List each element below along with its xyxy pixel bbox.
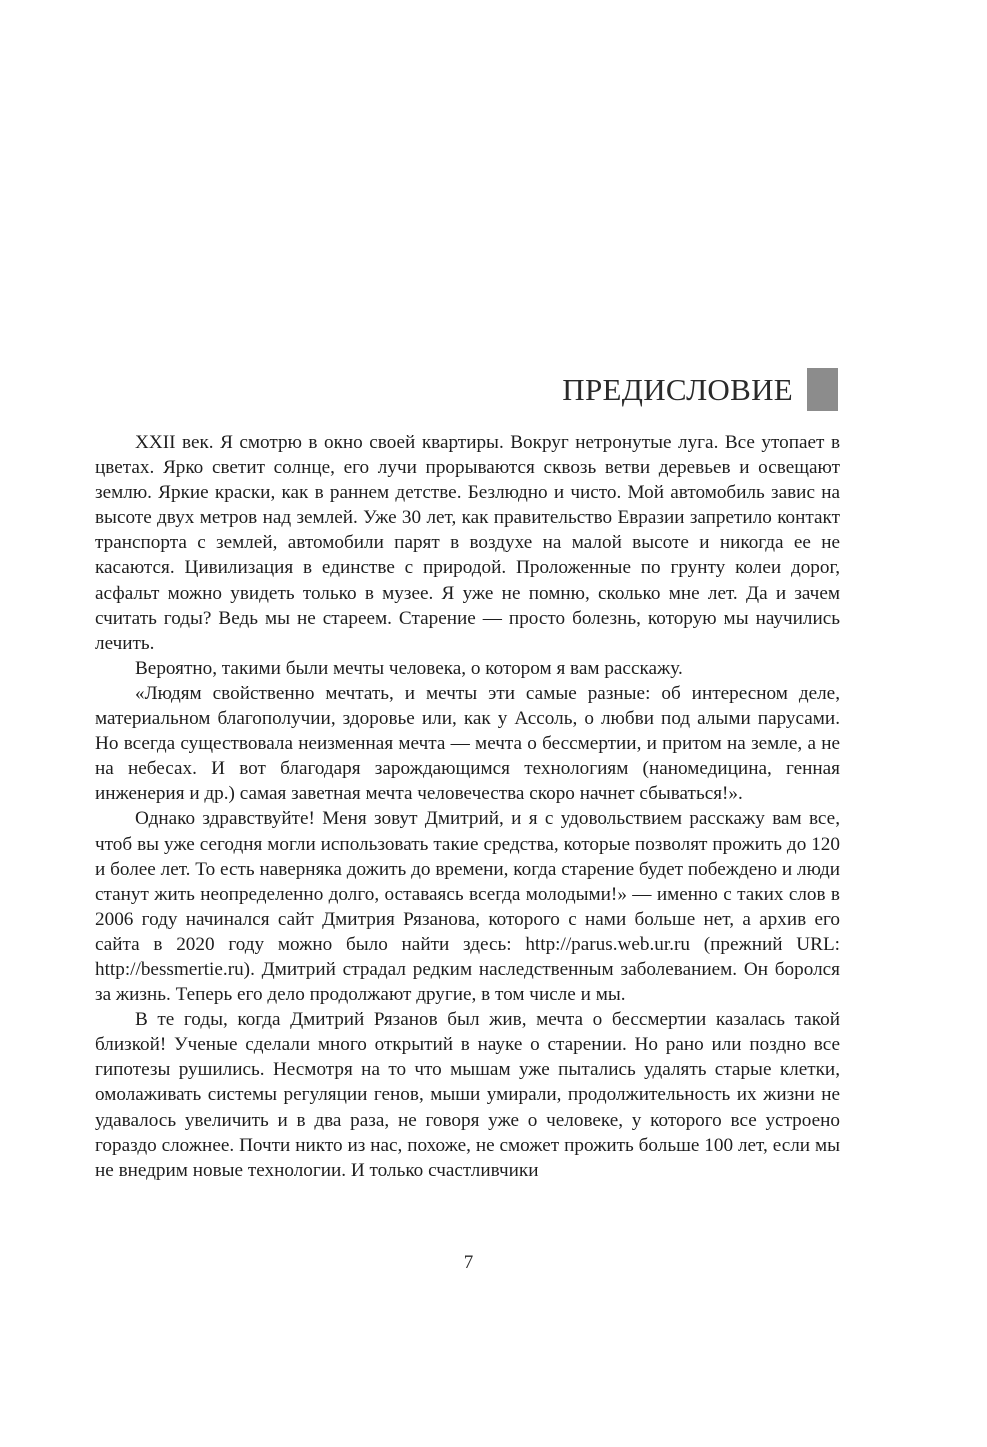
chapter-title: ПРЕДИСЛОВИЕ [562, 371, 793, 407]
page-number: 7 [463, 1252, 474, 1273]
paragraph: Вероятно, такими были мечты человека, о котором я вам расскажу. [135, 657, 683, 679]
chapter-heading [562, 368, 838, 411]
paragraph: XXII век. Я смотрю в окно своей квартиры. Вокруг нетронутые луга. Все утопает в цветах. Ярко светит солнце, его лучи прорываются сквозь ветви деревьев и освещают землю. Яркие краски, как в раннем детстве. Безлюдно и чисто. Мой автомобиль завис на высоте двух метров над землей. Уже 30 лет, как правительство Евразии запретило контакт транспорта с землей, автомобили парят в воздухе на малой высоте и никогда ее не касаются. Цивилизация в единстве с природой. Проложенные по грунту колеи дорог, асфальт можно увидеть только в музее. Я уже не помню, сколько мне лет. Да и зачем считать годы? Ведь мы не стареем. Старение — просто болезнь, которую мы научились лечить. [95, 432, 840, 654]
body-text [95, 430, 840, 1183]
paragraph: Однако здравствуйте! Меня зовут Дмитрий, и я с удовольствием расскажу вам все, чтоб вы уже сегодня могли использовать такие средства, которые позволят прожить до 120 и более лет. То есть наверняка дожить до времени, когда старение будет побеждено и люди станут жить неопределенно долго, оставаясь всегда молодыми!» — именно с таких слов в 2006 году начинался сайт Дмитрия Рязанова, которого с нами больше нет, а архив его сайта в 2020 году можно было найти здесь: http://parus.web.ur.ru (прежний URL: http://bessmertie.ru). Дмитрий страдал редким наследственным заболеванием. Он боролся за жизнь. Теперь его дело продолжают другие, в том числе и мы. [95, 808, 840, 1006]
paragraph: В те годы, когда Дмитрий Рязанов был жив, мечта о бессмертии казалась такой близкой! Ученые сделали много открытий в науке о старении. Но рано или поздно все гипотезы рушились. Несмотря на то что мышам уже пытались удалять старые клетки, омолаживать системы регуляции генов, мыши умирали, продолжительность их жизни не удавалось увеличить и в два раза, не говоря уже о человеке, у которого все устроено гораздо сложнее. Почти никто из нас, похоже, не сможет прожить больше 100 лет, если мы не внедрим новые технологии. И только счастливчики [95, 1009, 840, 1181]
title-marker-block [807, 368, 838, 411]
paragraph: «Людям свойственно мечтать, и мечты эти самые разные: об интересном деле, материальном благополучии, здоровье или, как у Ассоль, о любви под алыми парусами. Но всегда существовала неизменная мечта — мечта о бессмертии, и притом на земле, а не на небесах. И вот благодаря зарождающимся технологиям (наномедицина, генная инженерия и др.) самая заветная мечта человечества скоро начнет сбываться!». [95, 682, 840, 805]
